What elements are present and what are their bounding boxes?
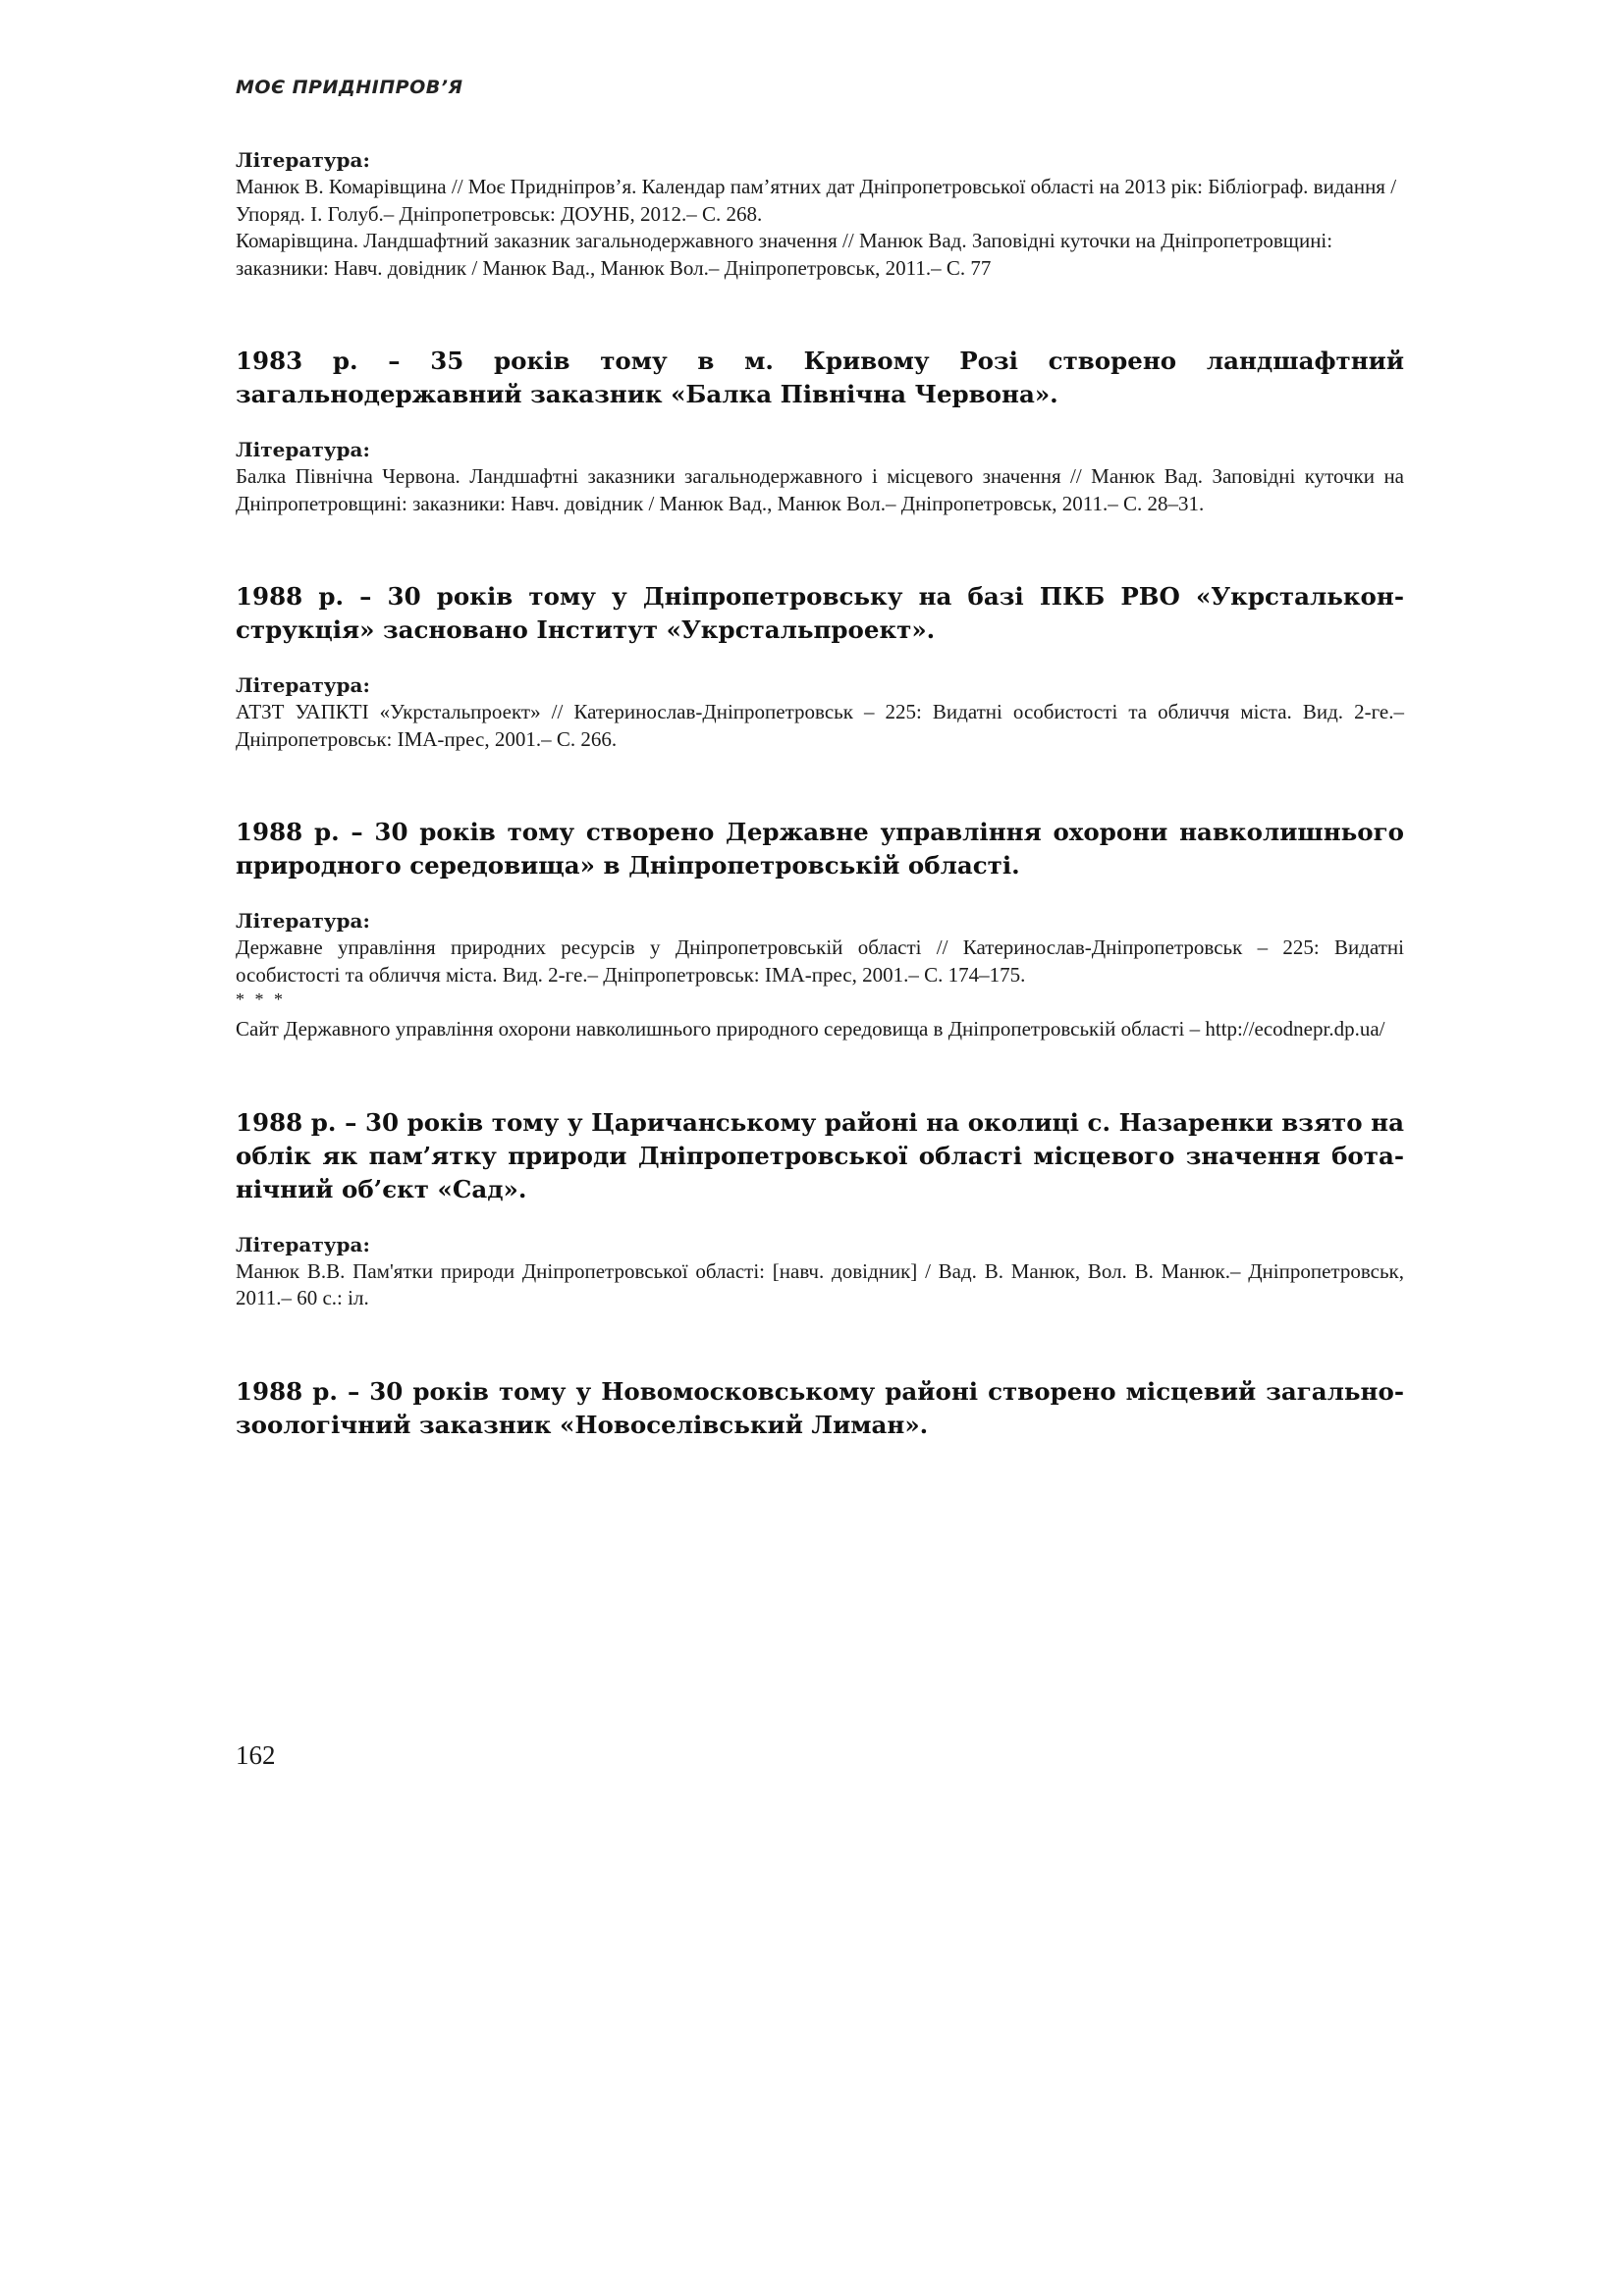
literature-heading: Література: bbox=[236, 148, 370, 172]
literature-entry: Балка Північна Червона. Ландшафтні заказники загальнодержавного і місцевого значення // Манюк Вад. Заповідні куточки на Дніпропетровщині: заказники: Навч. довідник / Манюк Вад., Манюк Вол.– Дніпропетровськ, 2011.– С. 28–31. bbox=[236, 464, 1404, 515]
literature-heading: Література: bbox=[236, 673, 370, 697]
literature-entry: Манюк В.В. Пам'ятки природи Дніпропетровської області: [навч. довідник] / Вад. В. Манюк, Вол. В. Манюк.– Дніпропетровськ, 2011.– 60 с.: іл. bbox=[236, 1258, 1404, 1309]
event-entry bbox=[236, 1375, 1404, 1442]
event-title: 1988 р. – 30 років тому у Царичанському районі на околиці с. Назаренки взято на облік як пам’ятку природи Дніпропетровської області місцевого значення ботанічний об’єкт «Сад». bbox=[236, 1107, 1404, 1203]
event-title: 1988 р. – 30 років тому у Дніпропетровську на базі ПКБ РВО «Укрстальконструкція» засновано Інститут «Укрстальпроект». bbox=[236, 582, 1404, 644]
event-title: 1988 р. – 30 років тому створено Державне управління охорони навколишнього природного середовища» в Дніпропетровській області. bbox=[236, 818, 1404, 880]
separator-stars: * * * bbox=[236, 989, 286, 1009]
event-entry bbox=[236, 1106, 1404, 1312]
literature-heading: Література: bbox=[236, 909, 370, 933]
page-number: 162 bbox=[236, 1740, 276, 1770]
literature-entry: Сайт Державного управління охорони навколишнього природного середовища в Дніпропетровській області – http://ecodnepr.dp.ua/ bbox=[236, 1017, 1385, 1041]
literature-entry: Державне управління природних ресурсів у Дніпропетровській області // Катеринослав-Дніпропетровськ – 225: Видатні особистості та обличчя міста. Вид. 2-ге.– Дніпропетровськ: ІМА-прес, 2001.– С. 174–175. bbox=[236, 935, 1404, 987]
page-content bbox=[236, 147, 1404, 1442]
event-entry bbox=[236, 345, 1404, 517]
literature-entry: АТЗТ УАПКТІ «Укрстальпроект» // Катеринослав-Дніпропетровськ – 225: Видатні особистості та обличчя міста. Вид. 2-ге.– Дніпропетровськ: ІМА-прес, 2001.– С. 266. bbox=[236, 700, 1404, 751]
literature-heading: Література: bbox=[236, 1232, 370, 1256]
event-title: 1988 р. – 30 років тому у Новомосковському районі створено місцевий загальнозоологічний заказник «Новоселівський Лиман». bbox=[236, 1376, 1404, 1439]
intro-literature bbox=[236, 147, 1404, 282]
running-header: МОЄ ПРИДНІПРОВ’Я bbox=[236, 77, 463, 98]
literature-heading: Література: bbox=[236, 438, 370, 461]
literature-entry: Манюк В. Комарівщина // Моє Придніпров’я. Календар пам’ятних дат Дніпропетровської області на 2013 рік: Бібліограф. видання / Упоряд. І. Голуб.– Дніпропетровськ: ДОУНБ, 2012.– С. 268. bbox=[236, 175, 1397, 226]
event-entry bbox=[236, 580, 1404, 753]
event-entry bbox=[236, 816, 1404, 1043]
literature-entry: Комарівщина. Ландшафтний заказник загальнодержавного значення // Манюк Вад. Заповідні куточки на Дніпропетровщині: заказники: Навч. довідник / Манюк Вад., Манюк Вол.– Дніпропетровськ, 2011.– С. 77 bbox=[236, 229, 1333, 280]
event-title: 1983 р. – 35 років тому в м. Кривому Розі створено ландшафтний загальнодержавний заказник «Балка Північна Червона». bbox=[236, 347, 1404, 408]
